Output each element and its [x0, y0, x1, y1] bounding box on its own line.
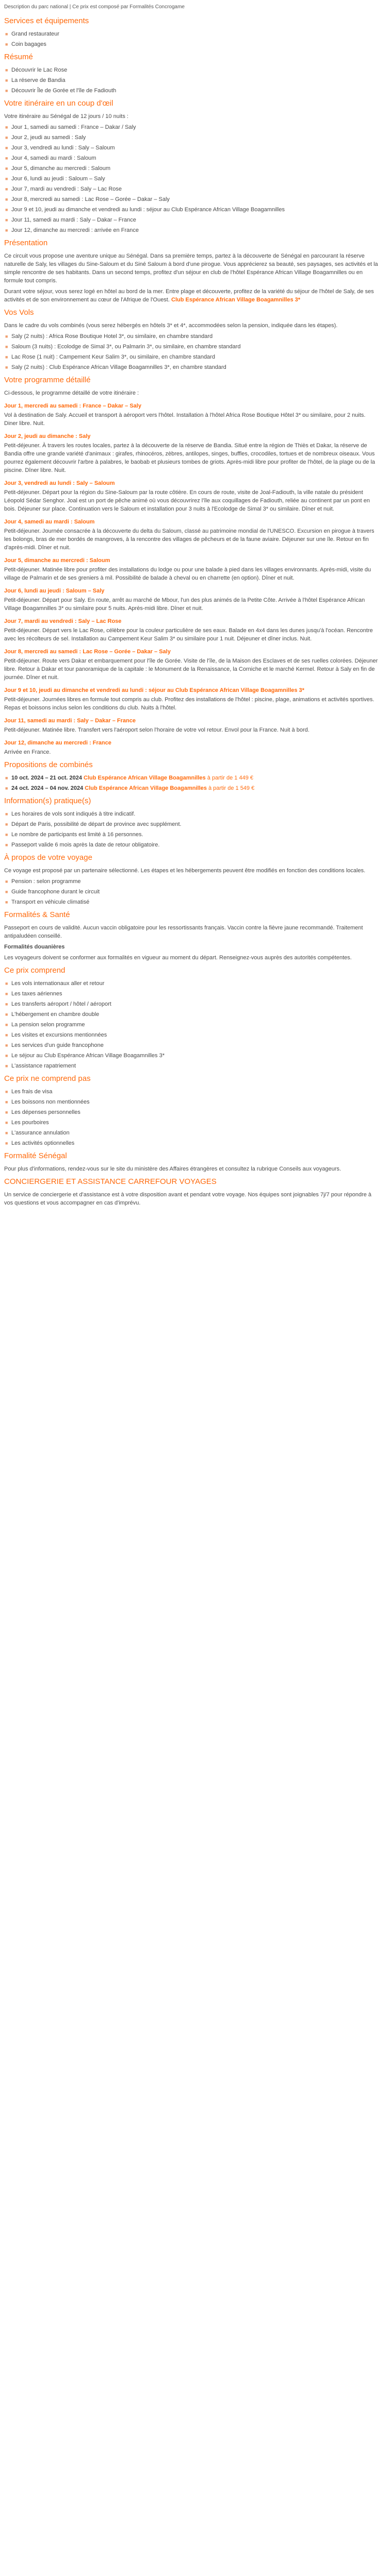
day-title: Jour 2, jeudi au dimanche : Saly — [4, 433, 91, 439]
day-title: Jour 6, lundi au jeudi : Saloum – Saly — [4, 588, 105, 594]
exclus-title: Ce prix ne comprend pas — [4, 1074, 91, 1083]
list-item: ■ Découvrir Île de Gorée et l'île de Fadiouth — [4, 87, 379, 95]
day-text: Vol à destination de Saly. Accueil et transport à aéroport vers l'hôtel. Installation à l'hôtel Africa Rose Boutique Hôtel 3* ou similaire, pour 2 nuits. Diner libre. Nuit. — [4, 412, 366, 427]
list-item: ■ Les boissons non mentionnées — [4, 1098, 379, 1106]
list-item: ■ Jour 2, jeudi au samedi : Saly — [4, 133, 379, 142]
list-item: ■ Les visites et excursions mentionnées — [4, 1031, 379, 1039]
proposition-label: Club Espérance African Village Boagamnilles — [85, 785, 207, 791]
resume-list — [4, 66, 379, 95]
exclus-list — [4, 1088, 379, 1147]
list-item: ■ Départ de Paris, possibilité de départ de province avec supplément. — [4, 820, 379, 828]
day-text: Petit-déjeuner. À travers les routes locales, partez à la découverte de la réserve de Bandia. Situé entre la région de Thiès et Dakar, la réserve de Bandia offre une grande variété d'animaux : girafes, rhinocéros, zèbres, antilopes, singes, buffles, crocodiles, tortues et de nombreux oiseaux. Vous pourrez également découvrir l'arbre à palabres, le baobab et plusieurs tombes de griots. Après-midi libre pour profiter de l'hôtel, de la plage ou de la piscine. Dîner libre. Nuit. — [4, 443, 376, 473]
hotels-list — [4, 332, 379, 371]
inclus-list — [4, 979, 379, 1070]
proposition-price: à partir de 1 549 € — [208, 785, 255, 791]
itinerary-intro: Votre itinéraire au Sénégal de 12 jours / 10 nuits : — [4, 113, 128, 120]
days-list — [4, 402, 379, 756]
list-item: ■ Découvrir le Lac Rose — [4, 66, 379, 74]
breadcrumb — [4, 3, 379, 11]
day-text: Petit-déjeuner. Départ vers le Lac Rose, célèbre pour la couleur particulière de ses eaux. Balade en 4x4 dans les dunes jusqu'à l'océan. Rencontre avec les récolteurs de sel. Installation au Campement Keur Salim 3* ou similaire pour 1 nuit. Déjeuner et dîner inclus. Nuit. — [4, 628, 373, 642]
list-item: ■ Les activités optionnelles — [4, 1139, 379, 1147]
list-item: ■ Jour 12, dimanche au mercredi : arrivée en France — [4, 226, 379, 234]
senegal-text: Pour plus d'informations, rendez-vous sur le site du ministère des Affaires étrangères et consultez la rubrique Conseils aux voyageurs. — [4, 1166, 341, 1172]
list-item: ■ Jour 6, lundi au jeudi : Saloum – Saly — [4, 175, 379, 183]
list-item: ■ Les pourboires — [4, 1118, 379, 1127]
list-item: ■ Jour 4, samedi au mardi : Saloum — [4, 154, 379, 162]
presentation-text-2: Durant votre séjour, vous serez logé en hôtel au bord de la mer. Entre plage et découverte, profitez de la variété du séjour de l'hôtel de Saly, de ses activités et de son environnement au cœur de l'Afrique de l'Ouest. Club Espérance African Village Boagamnilles 3* — [4, 289, 374, 303]
list-item: ■ Transport en véhicule climatisé — [4, 898, 379, 906]
formalites-subtitle: Formalités douanières — [4, 944, 65, 950]
list-item: ■ L'hébergement en chambre double — [4, 1010, 379, 1019]
list-item: ■ Le nombre de participants est limité à 16 personnes. — [4, 831, 379, 839]
day-text: Petit-déjeuner. Journées libres en formule tout compris au club. Profitez des installations de l'hôtel : piscine, plage, animations et activités sportives. Repas et boissons inclus selon les conditions du club. Nuits à l'hôtel. — [4, 697, 374, 711]
list-item: ■ Saloum (3 nuits) : Ecolodge de Simal 3*, ou Palmarin 3*, ou similaire, en chambre standard — [4, 343, 379, 351]
senegal-title: Formalité Sénégal — [4, 1151, 67, 1160]
propositions-list — [4, 774, 379, 792]
propos-title: À propos de votre voyage — [4, 853, 92, 862]
proposition-item[interactable] — [4, 774, 379, 782]
day-title: Jour 7, mardi au vendredi : Saly – Lac Rose — [4, 618, 122, 624]
day-title: Jour 11, samedi au mardi : Saly – Dakar – France — [4, 718, 136, 724]
infos-list — [4, 810, 379, 849]
presentation-text-1: Ce circuit vous propose une aventure unique au Sénégal. Dans sa première temps, partez à la découverte de Sénégal en parcourant la réserve naturelle de Saly, les villages du Sine-Saloum et du Siné Saloum à bord d'une pirogue. Vous apprécierez sa beauté, ses paysages, ses activités et la simple rencontre de ses habitants. Dans un second temps, profitez d'un séjour en club de l'hôtel Espérance African Village Boagamnilles ou en formule tout compris. — [4, 253, 378, 284]
list-item: ■ Coin bagages — [4, 40, 379, 48]
day-title: Jour 4, samedi au mardi : Saloum — [4, 519, 95, 525]
day-text: Arrivée en France. — [4, 749, 51, 755]
list-item: ■ Lac Rose (1 nuit) : Campement Keur Salim 3*, ou similaire, en chambre standard — [4, 353, 379, 361]
propos-list — [4, 877, 379, 906]
resume-title: Résumé — [4, 53, 33, 61]
day-text: Petit-déjeuner. Départ pour la région du Sine-Saloum par la route côtière. En cours de route, visite de Joal-Fadiouth, la ville natale du président Léopold Sédar Senghor. Joal est un port de pêche animé où vous découvrirez l'île aux coquillages de Fadiouth, reliée au continent par un pont en bois. Déjeuner sur place. Continuation vers le Saloum et installation pour 3 nuits à l'Ecolodge de Simal 3* ou similaire. Dîner et nuit. — [4, 489, 370, 512]
inclus-title: Ce prix comprend — [4, 966, 66, 975]
proposition-dates: 10 oct. 2024 – 21 oct. 2024 — [11, 775, 82, 781]
list-item: ■ Jour 9 et 10, jeudi au dimanche et vendredi au lundi : séjour au Club Espérance African Village Boagamnilles — [4, 206, 379, 214]
vols-title: Vos Vols — [4, 308, 34, 317]
page — [0, 0, 383, 1207]
propositions-title: Propositions de combinés — [4, 760, 93, 769]
list-item: ■ Guide francophone durant le circuit — [4, 888, 379, 896]
day-text: Petit-déjeuner. Route vers Dakar et embarquement pour l'île de Gorée. Visite de l'île, de la Maison des Esclaves et de ses ruelles colorées. Déjeuner libre. Retour à Dakar et tour panoramique de la capitale : le Monument de la Renaissance, la Corniche et le marché Kermel. Retour à Saly en fin de journée. Dîner et nuit. — [4, 658, 378, 681]
day-title: Jour 1, mercredi au samedi : France – Dakar – Saly — [4, 403, 141, 409]
list-item: ■ L'assurance annulation — [4, 1129, 379, 1137]
list-item: ■ Les taxes aériennes — [4, 990, 379, 998]
list-item: ■ L'assistance rapatriement — [4, 1062, 379, 1070]
list-item: ■ Jour 5, dimanche au mercredi : Saloum — [4, 164, 379, 173]
list-item: ■ Les dépenses personnelles — [4, 1108, 379, 1116]
list-item: ■ Pension : selon programme — [4, 877, 379, 886]
list-item: ■ Les vols internationaux aller et retour — [4, 979, 379, 988]
vols-text: Dans le cadre du vols combinés (vous serez hébergés en hôtels 3* et 4*, accommodées selon la pension, indiquée dans les étapes). — [4, 323, 338, 329]
list-item: ■ Jour 8, mercredi au samedi : Lac Rose – Gorée – Dakar – Saly — [4, 195, 379, 204]
list-item: ■ Jour 3, vendredi au lundi : Saly – Saloum — [4, 144, 379, 152]
day-title: Jour 8, mercredi au samedi : Lac Rose – Gorée – Dakar – Saly — [4, 649, 171, 655]
list-item: ■ Passeport valide 6 mois après la date de retour obligatoire. — [4, 841, 379, 849]
list-item: ■ Les transferts aéroport / hôtel / aéroport — [4, 1000, 379, 1008]
list-item: ■ La réserve de Bandia — [4, 76, 379, 84]
glance-list — [4, 123, 379, 234]
list-item: ■ Jour 7, mardi au vendredi : Saly – Lac Rose — [4, 185, 379, 193]
list-item: ■ Le séjour au Club Espérance African Village Boagamnilles 3* — [4, 1052, 379, 1060]
day-title: Jour 5, dimanche au mercredi : Saloum — [4, 557, 110, 564]
proposition-dates: 24 oct. 2024 – 04 nov. 2024 — [11, 785, 84, 791]
hotel-name: Club Espérance African Village Boagamnilles 3* — [171, 297, 301, 303]
day-text: Petit-déjeuner. Journée consacrée à la découverte du delta du Saloum, classé au patrimoine mondial de l'UNESCO. Excursion en pirogue à travers les bolongs, bras de mer bordés de mangroves, à la rencontre des villages de pêcheurs et de la faune aviaire. Déjeuner sur une île. Retour en fin d'après-midi. Dîner et nuit. — [4, 528, 374, 551]
proposition-item[interactable] — [4, 784, 379, 792]
list-item: ■ Les services d'un guide francophone — [4, 1041, 379, 1049]
proposition-label: Club Espérance African Village Boagamnilles — [84, 775, 206, 781]
formalites-text: Passeport en cours de validité. Aucun vaccin obligatoire pour les ressortissants français. Vaccin contre la fièvre jaune recommandé. Traitement antipaludéen conseillé. — [4, 925, 363, 939]
propos-text: Ce voyage est proposé par un partenaire sélectionné. Les étapes et les hébergements peuvent être modifiés en fonction des conditions locales. — [4, 868, 366, 874]
services-list — [4, 30, 379, 48]
list-item: ■ Jour 1, samedi au samedi : France – Dakar / Saly — [4, 123, 379, 131]
formalites-title: Formalités & Santé — [4, 910, 70, 919]
day-text: Petit-déjeuner. Matinée libre pour profiter des installations du lodge ou pour une balade à pied dans les villages environnants. Après-midi, visite du village de Palmarin et de ses greniers à mil. Possibilité de balade à cheval ou en charrette (en option). Dîner et nuit. — [4, 567, 371, 581]
day-title: Jour 9 et 10, jeudi au dimanche et vendredi au lundi : séjour au Club Espérance African Village Boagamnilles 3* — [4, 687, 304, 693]
conciergerie-title: CONCIERGERIE ET ASSISTANCE CARREFOUR VOYAGES — [4, 1177, 217, 1186]
list-item: ■ La pension selon programme — [4, 1021, 379, 1029]
list-item: ■ Grand restaurateur — [4, 30, 379, 38]
day-title: Jour 12, dimanche au mercredi : France — [4, 740, 111, 746]
list-item: ■ Les horaires de vols sont indiqués à titre indicatif. — [4, 810, 379, 818]
proposition-price: à partir de 1 449 € — [207, 775, 253, 781]
list-item: ■ Jour 11, samedi au mardi : Saly – Dakar – France — [4, 216, 379, 224]
day-text: Petit-déjeuner. Matinée libre. Transfert vers l'aéroport selon l'horaire de votre vol retour. Envol pour la France. Nuit à bord. — [4, 727, 309, 733]
day-title: Jour 3, vendredi au lundi : Saly – Saloum — [4, 480, 115, 486]
list-item: ■ Saly (2 nuits) : Club Espérance African Village Boagamnilles 3*, en chambre standard — [4, 363, 379, 371]
itinerary-title: Votre itinéraire en un coup d'œil — [4, 99, 113, 108]
day-text: Petit-déjeuner. Départ pour Saly. En route, arrêt au marché de Mbour, l'un des plus animés de la Petite Côte. Arrivée à l'hôtel Espérance African Village Boagamnilles 3* ou similaire pour 5 nuits. Après-midi libre. Dîner et nuit. — [4, 597, 365, 612]
presentation-title: Présentation — [4, 239, 48, 247]
formalites-text-2: Les voyageurs doivent se conformer aux formalités en vigueur au moment du départ. Renseignez-vous auprès des autorités compétentes. — [4, 955, 352, 961]
list-item: ■ Les frais de visa — [4, 1088, 379, 1096]
detail-title: Votre programme détaillé — [4, 376, 91, 384]
services-title: Services et équipements — [4, 16, 89, 25]
list-item: ■ Saly (2 nuits) : Africa Rose Boutique Hotel 3*, ou similaire, en chambre standard — [4, 332, 379, 341]
breadcrumb-text: Description du parc national | Ce prix est composé par Formalités Concrogame — [4, 4, 185, 10]
detail-intro: Ci-dessous, le programme détaillé de votre itinéraire : — [4, 390, 139, 396]
conciergerie-text: Un service de conciergerie et d'assistance est à votre disposition avant et pendant votre voyage. Nos équipes sont joignables 7j/7 pour répondre à vos questions et vous accompagner en cas d'imprévu. — [4, 1192, 372, 1206]
infos-title: Information(s) pratique(s) — [4, 796, 91, 805]
